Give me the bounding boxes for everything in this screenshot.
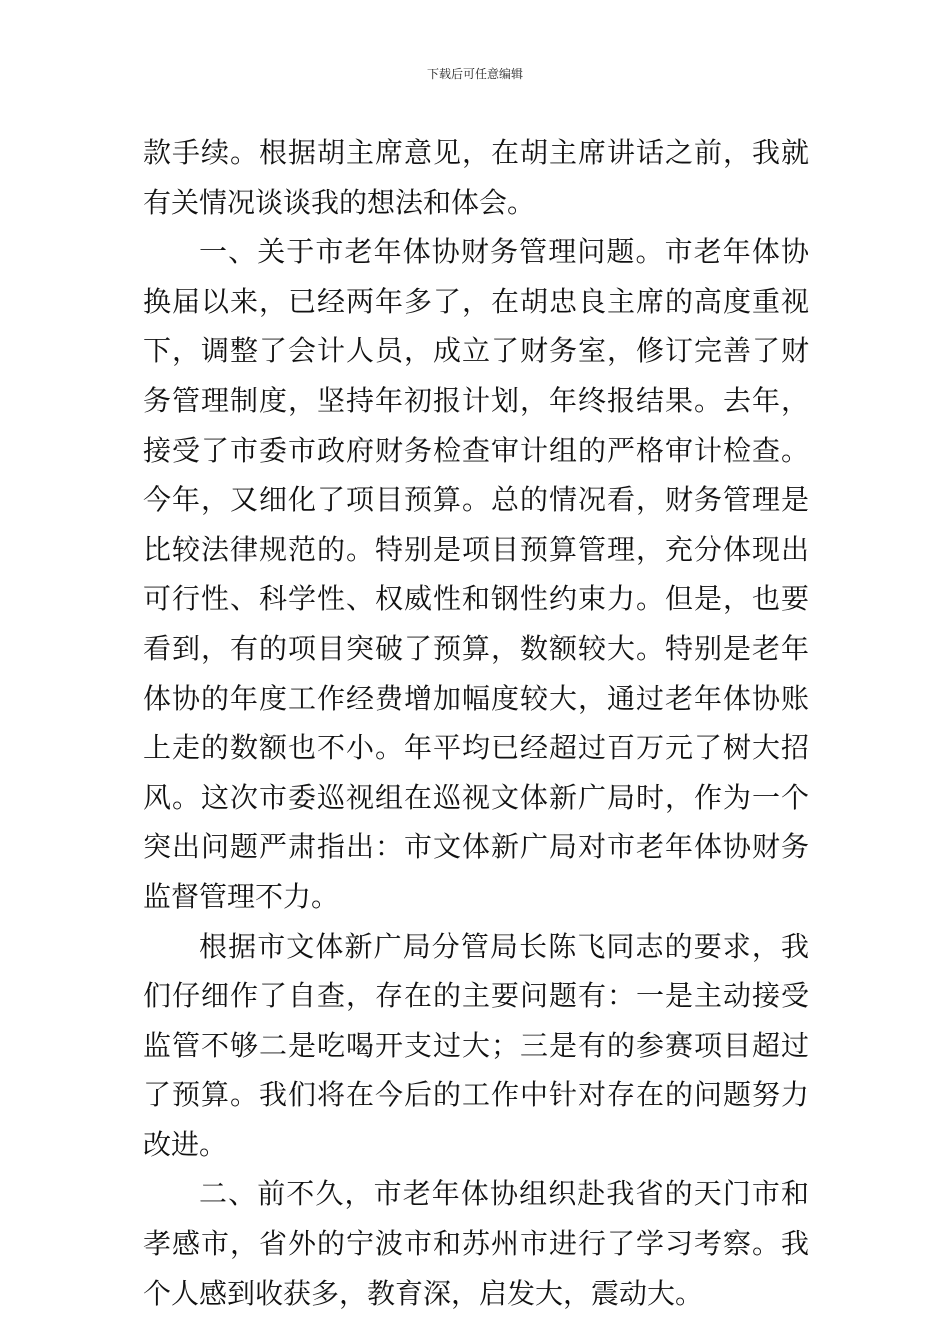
paragraph-4: 二、前不久，市老年体协组织赴我省的天门市和孝感市，省外的宁波市和苏州市进行了学习考察。我个人感到收获多，教育深，启发大，震动大。 (143, 1177, 809, 1310)
document-body (143, 128, 809, 1318)
paragraph-2: 一、关于市老年体协财务管理问题。市老年体协换届以来，已经两年多了，在胡忠良主席的高度重视下，调整了会计人员，成立了财务室，修订完善了财务管理制度，坚持年初报计划，年终报结果。去年，接受了市委市政府财务检查审计组的严格审计检查。今年，又细化了项目预算。总的情况看，财务管理是比较法律规范的。特别是项目预算管理，充分体现出可行性、科学性、权威性和钢性约束力。但是，也要看到，有的项目突破了预算，数额较大。特别是老年体协的年度工作经费增加幅度较大，通过老年体协账上走的数额也不小。年平均已经超过百万元了树大招风。这次市委巡视组在巡视文体新广局时，作为一个突出问题严肃指出：市文体新广局对市老年体协财务监督管理不力。 (143, 235, 809, 913)
paragraph-3: 根据市文体新广局分管局长陈飞同志的要求，我们仔细作了自查，存在的主要问题有：一是主动接受监管不够二是吃喝开支过大；三是有的参赛项目超过了预算。我们将在今后的工作中针对存在的问题努力改进。 (143, 929, 809, 1161)
page-header: 下载后可任意编辑 (426, 67, 523, 81)
paragraph-1: 款手续。根据胡主席意见，在胡主席讲话之前，我就有关情况谈谈我的想法和体会。 (143, 136, 809, 219)
